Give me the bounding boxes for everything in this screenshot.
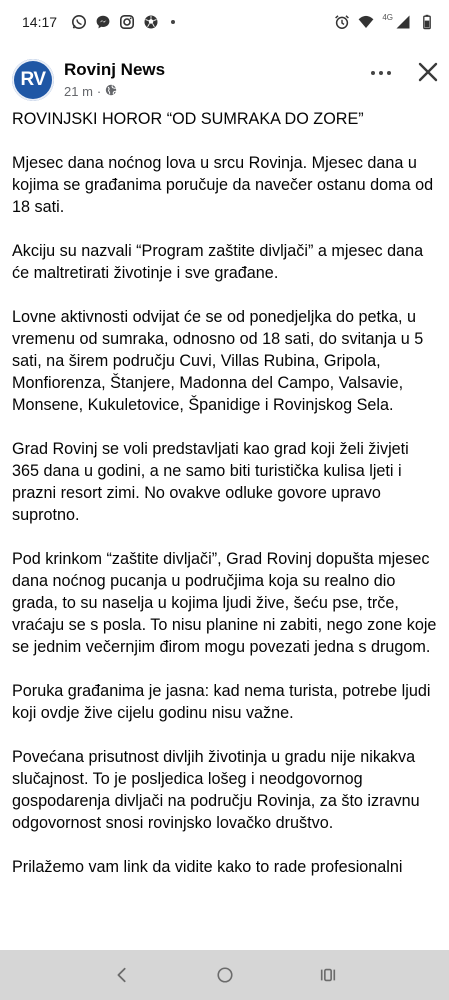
avatar-initials: RV: [20, 69, 46, 90]
recents-icon: [319, 966, 337, 984]
system-nav-bar: [0, 950, 449, 1000]
recents-button[interactable]: [308, 955, 348, 995]
post-paragraph: Poruka građanima je jasna: kad nema turista, potrebe ljudi koji ovdje žive cijelu godinu nisu važne.: [12, 682, 431, 722]
alarm-icon: [334, 14, 350, 30]
battery-icon: [419, 14, 435, 30]
more-dot-icon: [371, 71, 375, 75]
post-body: [12, 108, 440, 900]
post-paragraph: Lovne aktivnosti odvijat će se od ponedjeljka do petka, u vremenu od sumraka, odnosno od 18 sati, do svitanja u 5 sati, na širem području Cuvi, Villas Rubina, Gripola, Monfiorenza, Štanjere, Madonna del Campo, Valsavie, Monsene, Kukuletovice, Španidige i Rovinjskog Sela.: [12, 308, 424, 414]
post-meta: [64, 84, 117, 99]
back-icon: [113, 966, 131, 984]
status-time: 14:17: [22, 14, 58, 30]
notification-dot: [171, 20, 175, 24]
whatsapp-icon: [71, 14, 87, 30]
more-dot-icon: [387, 71, 391, 75]
home-button[interactable]: [205, 955, 245, 995]
wifi-icon: [358, 14, 374, 30]
status-left-icons: [71, 14, 175, 30]
network-type-label: 4G: [382, 12, 393, 22]
post-header: [0, 52, 449, 112]
more-dot-icon: [379, 71, 383, 75]
post-paragraph: Pod krinkom “zaštite divljači”, Grad Rovinj dopušta mjesec dana noćnog pucanja u područjima koja su realno dio grada, to su naselja u kojima ljudi žive, šeću pse, trče, vraćaju se s posla. To nisu planine ni zabiti, nego zone koje se jednim večernjim đirom mogu povezati jedna s drugom.: [12, 550, 437, 656]
status-bar: [0, 0, 449, 44]
post-paragraph: Mjesec dana noćnog lova u srcu Rovinja. Mjesec dana u kojima se građanima poručuje da navečer ostanu doma od 18 sati.: [12, 154, 434, 216]
chat-bubble-icon: [95, 14, 111, 30]
post-headline: ROVINJSKI HOROR “OD SUMRAKA DO ZORE”: [12, 110, 364, 128]
close-icon: [416, 60, 440, 84]
football-icon: [143, 14, 159, 30]
post-paragraph: Grad Rovinj se voli predstavljati kao grad koji želi živjeti 365 dana u godini, a ne samo biti turistička kulisa ljeti i prazni resort zimi. No ovakve odluke govore upravo suprotno.: [12, 440, 409, 524]
post-paragraph: Prilažemo vam link da vidite kako to rade profesionalni: [12, 858, 403, 876]
home-icon: [216, 966, 234, 984]
meta-separator: ·: [96, 84, 102, 99]
post-time[interactable]: 21 m: [64, 84, 93, 99]
back-button[interactable]: [102, 955, 142, 995]
instagram-icon: [119, 14, 135, 30]
page-name[interactable]: Rovinj News: [64, 60, 166, 79]
signal-icon: [395, 14, 411, 30]
globe-icon: [105, 84, 117, 99]
close-button[interactable]: [412, 56, 444, 88]
status-right-icons: [334, 14, 435, 30]
post-paragraph: Akciju su nazvali “Program zaštite divljači” a mjesec dana će maltretirati životinje i sve građane.: [12, 242, 424, 282]
post-paragraph: Povećana prisutnost divljih životinja u gradu nije nikakva slučajnost. To je posljedica lošeg i neodgovornog gospodarenja divljači na području Rovinja, za što izravnu odgovornost snosi rovinjsko lovačko društvo.: [12, 748, 420, 832]
avatar[interactable]: [12, 59, 54, 101]
more-options-button[interactable]: [364, 62, 398, 84]
